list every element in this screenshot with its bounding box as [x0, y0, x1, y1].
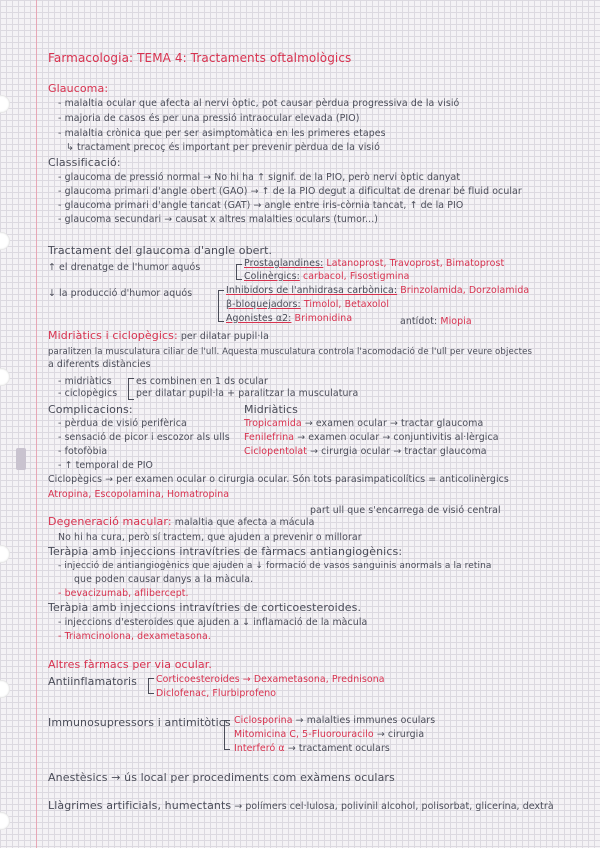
- prostaglandins-label: Prostaglandines:: [244, 258, 324, 269]
- drug-class-row: [244, 271, 410, 283]
- brace: [236, 264, 242, 280]
- immuno-use: → tractament oculars: [287, 743, 390, 754]
- immuno-drug: Ciclosporina: [234, 715, 293, 726]
- alpha2-label: Agonistes α2:: [226, 313, 292, 324]
- immuno-drug-row: [234, 743, 390, 755]
- brace: [128, 378, 134, 400]
- therapy-item: que poden causar danys a la màcula.: [74, 574, 254, 585]
- treatment-production: ↓ la producció d'humor aquós: [48, 288, 193, 299]
- glaucoma-point: - majoria de casos és per una pressió intraocular elevada (PIO): [58, 113, 360, 124]
- immuno-drug-row: [234, 729, 424, 741]
- therapy-drugs: - Triamcinolona, dexametasona.: [58, 631, 211, 642]
- glaucoma-type: - glaucoma primari d'angle tancat (GAT) → angle entre iris-còrnia tancat, ↑ de la PIO: [58, 200, 464, 211]
- macula-note: part ull que s'encarrega de visió central: [310, 505, 501, 516]
- prostaglandins-drugs: Latanoprost, Travoprost, Bimatoprost: [326, 258, 505, 269]
- drug-class-row: [226, 299, 389, 311]
- brace: [224, 720, 230, 750]
- glaucoma-type: - glaucoma primari d'angle obert (GAO) → ↑ de la PIO degut a dificultat de drenar bé fluid ocular: [58, 186, 522, 197]
- immunosuppressors-label: Immunosupressors i antimitòtics: [48, 716, 231, 729]
- page-title: Farmacologia: TEMA 4: Tractaments oftalmològics: [48, 51, 352, 65]
- treatment-heading: Tractament del glaucoma d'angle obert.: [48, 244, 273, 257]
- beta-blockers-label: β-bloquejadors:: [226, 299, 301, 310]
- mydriatic-drug: Ciclopentolat: [244, 446, 308, 457]
- nsaids-drugs: Diclofenac, Flurbiprofeno: [156, 688, 277, 699]
- mydriatic-use: → examen ocular → tractar glaucoma: [304, 418, 484, 429]
- glaucoma-point: ↳ tractament precoç és important per prevenir pèrdua de la visió: [66, 142, 380, 153]
- artificial-tears-row: [48, 800, 554, 813]
- beta-blockers-drugs: Timolol, Betaxolol: [303, 299, 390, 310]
- mydriatic-drug-row: [244, 432, 499, 444]
- classification-heading: Classificació:: [48, 156, 121, 169]
- antiinflammatory-label: Antiinflamatoris: [48, 675, 137, 688]
- mydriatics-list-heading: Midriàtics: [244, 403, 298, 416]
- cholinergics-drugs: carbacol, Fisostigmina: [302, 271, 410, 282]
- complication-item: - fotofòbia: [58, 446, 108, 457]
- page-tab: [16, 448, 26, 470]
- macular-nocure: No hi ha cura, però sí tractem, que ajuden a prevenir o millorar: [58, 532, 362, 543]
- margin-line: [36, 0, 37, 848]
- cai-label: Inhibidors de l'anhidrasa carbònica:: [226, 285, 398, 296]
- mydriatic-drug-row: [244, 446, 487, 458]
- cycloplegics-type: - ciclopègics: [58, 388, 118, 399]
- corticosteroid-drugs: → Dexametasona, Prednisona: [242, 674, 385, 685]
- glaucoma-point: - malaltia crònica que per ser asimptomàtica en les primeres etapes: [58, 128, 386, 139]
- brace: [218, 290, 224, 322]
- binder-hole: [0, 680, 10, 698]
- therapy-heading: Teràpia amb injeccions intravítries de fàrmacs antiangiogènics:: [48, 545, 403, 558]
- binder-hole: [0, 232, 10, 250]
- cai-drugs: Brinzolamida, Dorzolamida: [400, 285, 530, 296]
- drug-class-row: [226, 285, 529, 297]
- drug-class-row: [244, 258, 504, 270]
- complications-heading: Complicacions:: [48, 403, 133, 416]
- antidote-note: [400, 316, 472, 328]
- glaucoma-point: - malaltia ocular que afecta al nervi òptic, pot causar pèrdua progressiva de la visió: [58, 98, 460, 109]
- immuno-use: → malalties immunes oculars: [295, 715, 436, 726]
- mydriatic-drug-row: [244, 418, 483, 430]
- cycloplegics-drugs: Atropina, Escopolamina, Homatropina: [48, 489, 230, 500]
- mydriatics-heading-row: [48, 330, 269, 343]
- cycloplegics-line: Ciclopègics → per examen ocular o cirurgia ocular. Són tots parasimpaticolítics = anticolinèrgics: [48, 474, 509, 485]
- glaucoma-type: - glaucoma secundari → causat x altres malalties oculars (tumor...): [58, 214, 379, 225]
- artificial-tears-label: Llàgrimes artificials, humectants: [48, 799, 232, 812]
- therapy-drugs: - bevacizumab, aflibercept.: [58, 588, 189, 599]
- anesthetics-line: Anestèsics → ús local per procediments com exàmens oculars: [48, 771, 395, 784]
- therapy-item: - injecció de antiangiogènics que ajuden a ↓ formació de vasos sanguinis anormals a la retina: [58, 561, 492, 571]
- binder-hole: [0, 545, 10, 563]
- drug-class-row: [226, 313, 352, 325]
- mydriatics-heading: Midriàtics i ciclopègics:: [48, 329, 178, 342]
- other-drugs-heading: Altres fàrmacs per via ocular.: [48, 658, 212, 671]
- treatment-drainage: ↑ el drenatge de l'humor aquós: [48, 262, 201, 273]
- mydriatic-use: → examen ocular → conjuntivitis al·lèrgica: [297, 432, 499, 443]
- immuno-drug-row: [234, 715, 435, 727]
- binder-hole: [0, 95, 10, 113]
- artificial-tears-drugs: → polímers cel·lulosa, polivinil alcohol, polisorbat, glicerina, dextrà: [234, 801, 554, 812]
- binder-hole: [0, 368, 10, 386]
- mydriatic-use: → cirurgia ocular → tractar glaucoma: [310, 446, 487, 457]
- immuno-use: → cirurgia: [376, 729, 425, 740]
- glaucoma-type: - glaucoma de pressió normal → No hi ha ↑ signif. de la PIO, però nervi òptic danyat: [58, 172, 461, 183]
- glaucoma-heading: Glaucoma:: [48, 82, 109, 95]
- mydriatics-heading-rest: per dilatar pupil·la: [180, 331, 269, 342]
- therapy-heading: Teràpia amb injeccions intravítries de corticoesteroides.: [48, 601, 362, 614]
- binder-hole: [0, 812, 10, 830]
- antidote-label: antídot:: [400, 316, 438, 327]
- mydriatics-desc: a diferents distàncies: [48, 359, 151, 370]
- corticosteroids: Corticoesteroides: [156, 674, 240, 685]
- alpha2-drugs: Brimonidina: [294, 313, 353, 324]
- corticosteroids-row: [156, 674, 385, 686]
- complication-item: - pèrdua de visió perifèrica: [58, 418, 187, 429]
- immuno-drug: Mitomicina C, 5-Fluorouracilo: [234, 729, 374, 740]
- cholinergics-label: Colinèrgics:: [244, 271, 300, 282]
- immuno-drug: Interferó α: [234, 743, 285, 754]
- brace: [148, 678, 154, 694]
- complication-item: - sensació de picor i escozor als ulls: [58, 432, 230, 443]
- mydriatic-drug: Fenilefrina: [244, 432, 295, 443]
- macular-heading: Degeneració macular:: [48, 515, 172, 528]
- mydriatic-drug: Tropicamida: [244, 418, 302, 429]
- combined-note: per dilatar pupil·la + paralitzar la musculatura: [136, 388, 359, 399]
- antidote-drug: Miopia: [440, 316, 472, 327]
- mydriatics-desc: paralitzen la musculatura ciliar de l'ull. Aquesta musculatura controla l'acomodació de l'ull per veure objectes: [48, 347, 533, 357]
- macular-heading-row: [48, 516, 314, 529]
- complication-item: - ↑ temporal de PIO: [58, 460, 154, 471]
- macular-heading-rest: malaltia que afecta a mácula: [174, 517, 315, 528]
- mydriatics-type: - midriàtics: [58, 376, 112, 387]
- therapy-item: - injeccions d'esteroides que ajuden a ↓ inflamació de la màcula: [58, 617, 368, 628]
- combined-note: es combinen en 1 ds ocular: [136, 376, 268, 387]
